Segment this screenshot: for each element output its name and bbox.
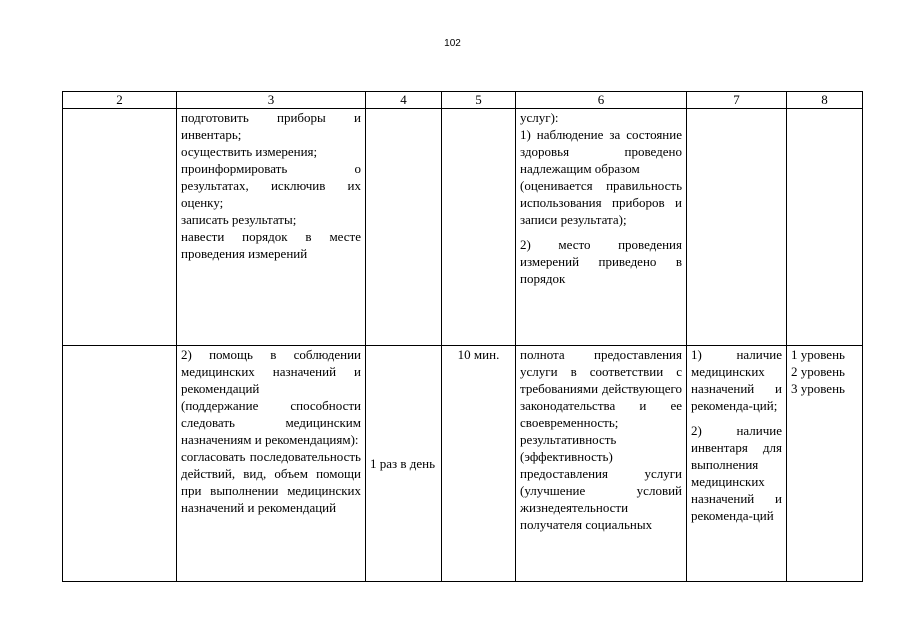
text-line: (оценивается правильность использования приборов и записи результата); [520,178,682,227]
text-line: 1) наличие медицинских назначений и рекоменда-ций; [691,347,782,413]
text-line: (поддержание способности следовать медицинским назначениям и рекомендациям): [181,398,361,447]
text-line: подготовить приборы и инвентарь; [181,110,361,142]
header-cell: 2 [63,92,177,109]
level-item: 1 уровень [791,347,845,362]
text-line: проинформировать о результатах, исключив их оценку; [181,161,361,210]
text-line: услуг): [520,110,559,125]
cell-empty [63,109,177,346]
header-cell: 6 [516,92,687,109]
header-cell: 5 [442,92,516,109]
text-line: 2) место проведения измерений приведено в порядок [520,237,682,286]
text-line: 1) наблюдение за состояние здоровья проведено надлежащим образом [520,127,682,176]
cell-empty [366,109,442,346]
text-line: согласовать последовательность действий, вид, объем помощи при выполнении медицинских назначений и рекомендаций [181,449,361,515]
text-line: осуществить измерения; [181,144,318,159]
table-row [63,109,863,346]
text-line: 2) помощь в соблюдении медицинских назначений и рекомендаций [181,347,361,396]
cell-empty [442,109,516,346]
text-line: записать результаты; [181,212,297,227]
header-row [63,92,863,109]
cell-conditions [687,346,787,582]
header-cell: 7 [687,92,787,109]
cell-quality: полнота предоставления услуги в соответствии с требованиями действующего законодательства и ее своевременность; результативность (эффективность) предоставления услуги (улучшение условий жизнедеятельности получателя социальных [516,346,687,582]
text-line: навести порядок в месте проведения измерений [181,229,361,261]
header-cell: 8 [787,92,863,109]
cell-actions [177,109,366,346]
cell-empty [787,109,863,346]
page-number: 102 [444,38,461,49]
header-cell: 4 [366,92,442,109]
level-item: 2 уровень [791,364,845,379]
table-row [63,346,863,582]
header-cell: 3 [177,92,366,109]
cell-frequency: 1 раз в день [366,346,442,582]
document-table [62,91,863,582]
cell-empty [687,109,787,346]
level-item: 3 уровень [791,381,845,396]
cell-duration: 10 мин. [442,346,516,582]
spacer [520,228,682,236]
spacer [691,414,782,422]
cell-empty [63,346,177,582]
text-line: 2) наличие инвентаря для выполнения медицинских назначений и рекоменда-ций [691,423,782,523]
cell-actions [177,346,366,582]
cell-levels [787,346,863,582]
cell-quality [516,109,687,346]
